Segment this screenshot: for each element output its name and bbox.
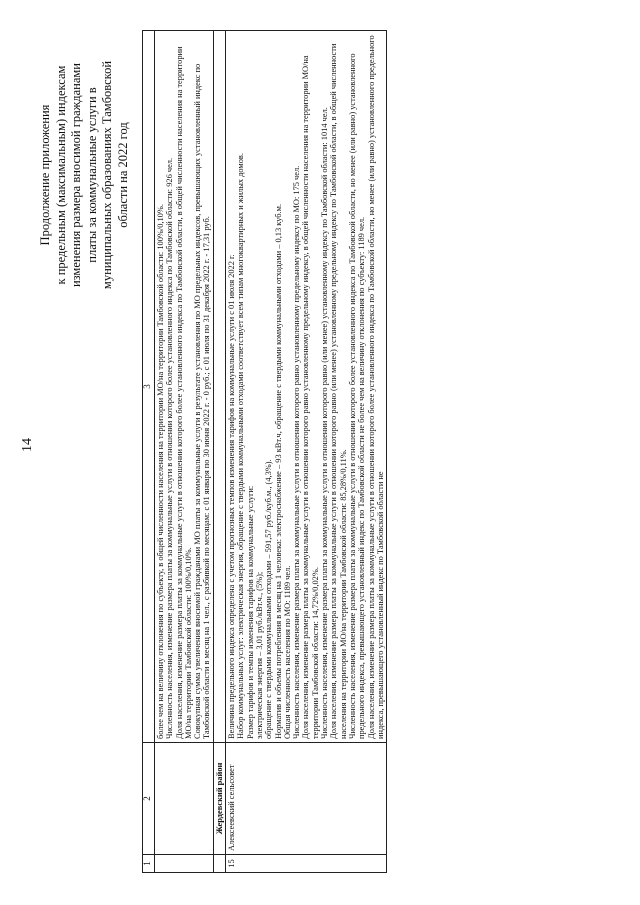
appendix-caption (38, 45, 131, 305)
paragraph: Доля населения, изменение размера платы за коммунальные услуги в отношении которого более установленного индекса по Тамбовской области, но менее (или равно) установленного предельного индекса, превышающего установленный индекс по Тамбовской области не (366, 35, 385, 739)
caption-line: Продолжение приложения (38, 104, 52, 246)
paragraph: Доля населения, изменение размера платы за коммунальные услуги в отношении которого равно установленному предельному индексу, в общей численности населения на территории МО/на территории Тамбовской области: 14,72%/0,02%. (301, 55, 320, 739)
paragraph: Размер тарифов и темпы изменения тарифов на коммунальные услуги: (245, 485, 255, 739)
details-cell (226, 31, 387, 743)
municipality-name: Алексеевский сельсовет (226, 743, 387, 855)
paragraph: Доля населения, изменение размера платы за коммунальные услуги в отношении которого равно (или менее) установленному предельному индексу по Тамбовской области, в общей численности населения на территории МО/на территории Тамбовской области: 85,28%/0,11%. (329, 43, 348, 739)
table-header-row (143, 31, 155, 873)
district-row (213, 31, 225, 873)
paragraph: Совокупная сумма увеличения вносимой гражданами МО платы за коммунальные услуги в результате установления по МО предельных индексов, превышающих установленный индекс по Тамбовской области в месяц на 1 чел., с разбивкой по месяцам: с 01 января по 30 июня 2022 г. - 0 руб.; с 01 июля по 31 декабря 2022 г. - 17,31 руб. (193, 63, 212, 739)
paragraph: Численность населения, изменение размера платы за коммунальные услуги в отношении которого равно установленному предельному индексу по МО: 175 чел. (292, 165, 302, 739)
paragraph: обращение с твердыми коммунальными отходами – 591,57 руб./куб.м., (4,3%). (264, 459, 274, 739)
continued-cell (155, 31, 214, 743)
paragraph: более чем на величину отклонения по субъекту, в общей численности населения на территории МО/на территории Тамбовской области: 100%/0,10%. (156, 204, 165, 739)
caption-line: области на 2022 год (115, 122, 130, 228)
paragraph: Численность населения, изменение размера платы за коммунальные услуги в отношении которого более установленного индекса по Тамбовской области: 926 чел. (165, 157, 175, 739)
row-number: 15 (226, 855, 387, 873)
caption-line: изменения размера вносимой гражданами (69, 63, 83, 288)
column-header: 1 (143, 855, 155, 873)
caption-line: платы за коммунальные услуги в (84, 87, 99, 263)
paragraph: Величина предельного индекса определена с учетом прогнозных темпов изменения тарифов на коммунальные услуги с 01 июля 2022 г. (227, 254, 237, 739)
table-row (226, 31, 387, 873)
paragraph: Доля населения, изменение размера платы за коммунальные услуги в отношении которого более установленного индекса по Тамбовской области, в общей численности населения на территории МО/на территории Тамбовской области: 100%/0,10%. (174, 46, 193, 739)
paragraph: Общая численность населения по МО: 1189 чел. (282, 565, 292, 739)
column-header: 3 (143, 31, 155, 743)
paragraph: Численность населения, изменение размера платы за коммунальные услуги в отношении которого более установленного индекса по Тамбовской области, но менее (или равно) установленного предельного индекса, превышающего установленный индекс по Тамбовской области не более чем на величину отклонения по субъекту: 1189 чел. (347, 53, 367, 739)
paragraph: Норматив и объемы потребления в месяц на 1 человека: электроснабжение – 93 кВт.ч, обращение с твердыми коммунальными отходами – 0,13 куб.м. (273, 203, 283, 739)
caption-line: к предельным (максимальным) индексам (53, 65, 68, 285)
table-row-continued (155, 31, 214, 873)
paragraph: электрическая энергия – 3,01 руб./кВт.ч., (5%); (254, 571, 264, 739)
page-number: 14 (20, 438, 35, 452)
caption-line: муниципальных образованиях Тамбовской (100, 60, 114, 290)
column-header: 2 (143, 743, 155, 855)
paragraph: Набор коммунальных услуг: электрическая энергия, обращение с твердыми коммунальными отходами соответствует всем типам многоквартирных и жилых домов. (236, 153, 246, 739)
district-name: Жердевский район (213, 743, 225, 855)
paragraph: Численность населения, изменение размера платы за коммунальные услуги в отношении которого равно (или менее) установленному индексу по Тамбовской области: 1014 чел. (320, 107, 330, 739)
indices-table (142, 30, 387, 873)
